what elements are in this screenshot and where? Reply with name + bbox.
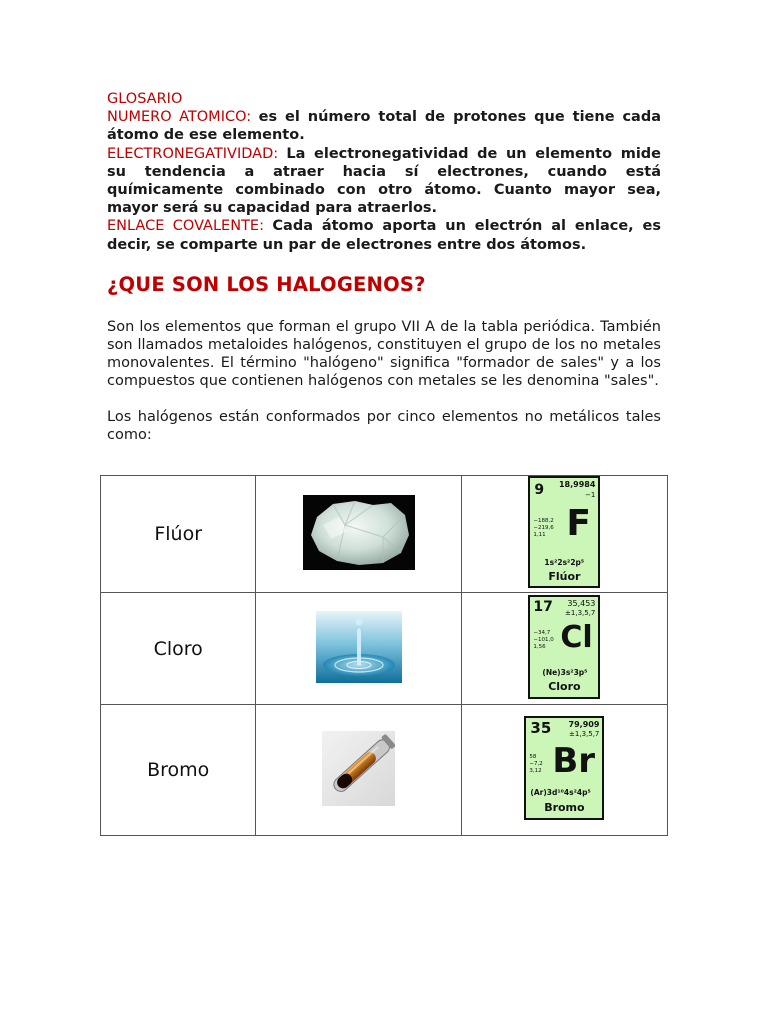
side-value: 58 (529, 754, 537, 760)
element-name-cell (101, 476, 256, 593)
element-tile-cell (461, 593, 667, 705)
section-heading: ¿QUE SON LOS HALOGENOS? (107, 272, 426, 296)
element-photo-cell (256, 593, 461, 705)
glossary-definition: Cada átomo aporta un electrón al enlace, es decir, se comparte un par de electrones entre dos átomos. (107, 218, 662, 253)
tile-element-name: Bromo (544, 801, 585, 814)
oxidation-states: ±1,3,5,7 (565, 608, 596, 617)
elements-intro-paragraph: Los halógenos están conformados por cinco elementos no metálicos tales como: (107, 408, 661, 443)
glossary-item-electronegatividad (107, 145, 661, 218)
element-name-cell (101, 705, 256, 836)
element-name: Flúor (154, 523, 203, 545)
glossary-item-enlace-covalente (107, 217, 661, 253)
atomic-number: 9 (534, 482, 545, 498)
glossary-term: NUMERO ATOMICO: (107, 109, 252, 126)
side-value: −219,6 (533, 525, 554, 531)
periodic-tile-fluor (528, 476, 600, 588)
atomic-mass: 79,909 (568, 720, 600, 729)
side-value: −188,2 (533, 518, 554, 524)
side-value: −34,7 (533, 629, 551, 636)
side-value: 1,56 (533, 643, 546, 650)
element-photo-cell (256, 476, 461, 593)
electron-config: 1s²2s²2p⁵ (544, 558, 585, 567)
table-row (101, 593, 668, 705)
glossary-item-numero-atomico (107, 108, 661, 144)
glossary (107, 90, 661, 254)
table-row (101, 705, 668, 836)
element-tile-cell (461, 476, 667, 593)
tile-element-name: Cloro (548, 679, 581, 693)
element-photo-cell (256, 705, 461, 836)
electron-config: (Ne)3s²3p⁵ (542, 667, 588, 677)
glossary-definition: La electronegatividad de un elemento mide su tendencia a atraer hacia sí electrones, cuando está químicamente combinado con otro átomo. Cuanto mayor sea, mayor será su capacidad para atraerlos. (107, 145, 662, 217)
side-value: 1,11 (533, 532, 546, 538)
white-mineral-rock-photo (303, 495, 415, 574)
atomic-mass: 35,453 (567, 598, 596, 608)
tile-element-name: Flúor (548, 570, 581, 583)
atomic-number: 17 (533, 598, 553, 615)
halogens-table (100, 475, 668, 836)
glossary-title: GLOSARIO (107, 91, 183, 107)
element-symbol: Cl (560, 619, 593, 655)
glossary-term: ENLACE COVALENTE: (107, 218, 264, 235)
element-name: Cloro (153, 637, 203, 660)
electron-config: (Ar)3d¹⁰4s²4p⁵ (530, 788, 591, 797)
periodic-tile-cloro (528, 595, 600, 699)
document-page (107, 90, 661, 444)
oxidation-states: −1 (585, 491, 596, 499)
side-value: −7,2 (529, 761, 543, 767)
oxidation-states: ±1,3,5,7 (569, 730, 600, 738)
glossary-term: ELECTRONEGATIVIDAD: (107, 145, 279, 162)
intro-paragraph: Son los elementos que forman el grupo VII A de la tabla periódica. También son llamados metaloides halógenos, constituyen el grupo de los no metales monovalentes. El término "halógeno" significa "formador de sales" y a los compuestos que contienen halógenos con metales se les denomina "sales". (107, 318, 661, 389)
glossary-definition: es el número total de protones que tiene cada átomo de ese elemento. (107, 109, 662, 144)
test-tube-bromine-photo (322, 731, 395, 810)
element-name-cell (101, 593, 256, 705)
element-symbol: F (566, 503, 591, 544)
element-symbol: Br (552, 741, 596, 781)
element-name: Bromo (147, 759, 210, 781)
element-tile-cell (461, 705, 667, 836)
periodic-tile-bromo (524, 716, 604, 820)
side-value: −101,0 (533, 636, 554, 643)
side-value: 3,12 (529, 768, 542, 774)
atomic-mass: 18,9984 (558, 480, 596, 489)
table-row (101, 476, 668, 593)
water-droplet-splash-photo (316, 611, 402, 687)
atomic-number: 35 (530, 719, 552, 737)
